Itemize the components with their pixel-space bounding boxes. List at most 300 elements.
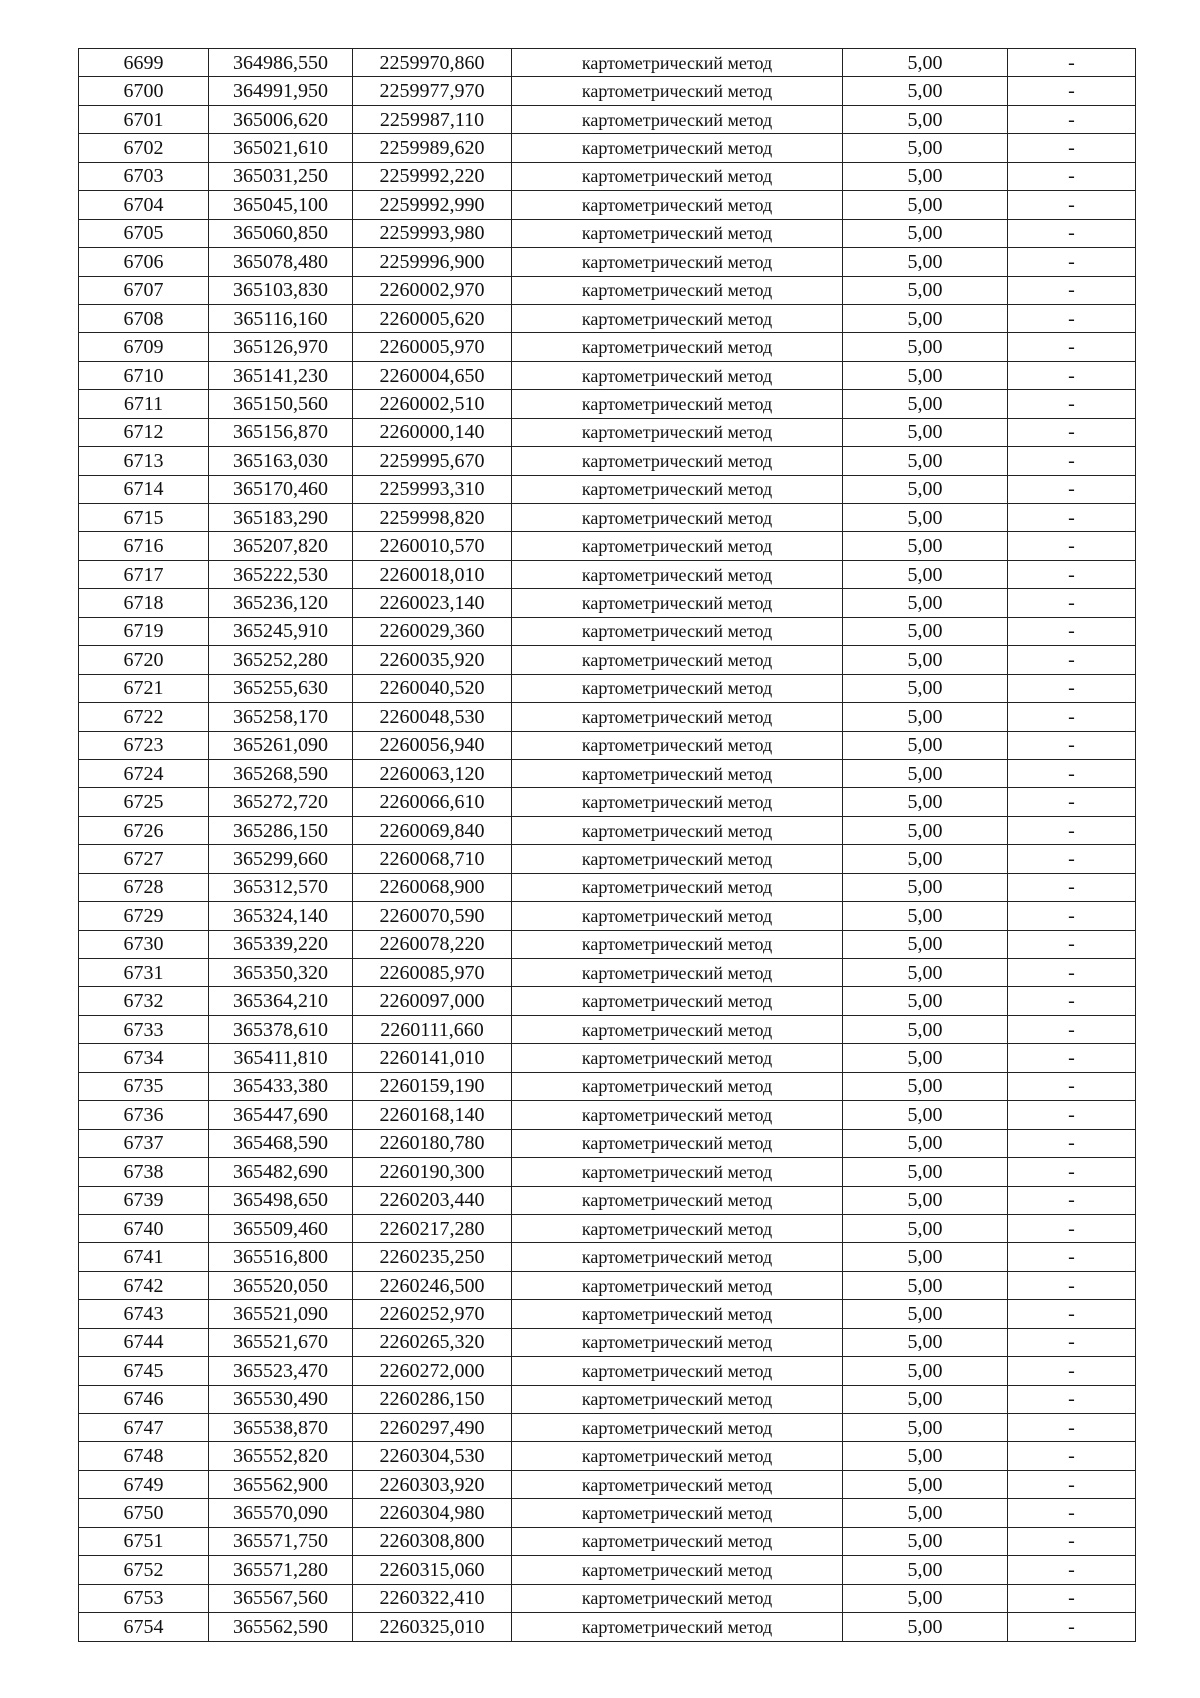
cell-y-coordinate: 2259998,820 — [353, 504, 512, 532]
cell-x-coordinate: 365339,220 — [209, 930, 353, 958]
cell-y-coordinate: 2259987,110 — [353, 105, 512, 133]
cell-point-number: 6728 — [79, 873, 209, 901]
cell-method: картометрический метод — [512, 333, 843, 361]
table-row — [79, 987, 1136, 1015]
cell-method: картометрический метод — [512, 49, 843, 77]
cell-y-coordinate: 2260048,530 — [353, 703, 512, 731]
cell-y-coordinate: 2259977,970 — [353, 77, 512, 105]
cell-y-coordinate: 2260040,520 — [353, 674, 512, 702]
cell-description: - — [1008, 1044, 1136, 1072]
table-row — [79, 589, 1136, 617]
cell-accuracy: 5,00 — [843, 418, 1008, 446]
table-row — [79, 77, 1136, 105]
cell-point-number: 6707 — [79, 276, 209, 304]
cell-accuracy: 5,00 — [843, 1584, 1008, 1612]
table-row — [79, 162, 1136, 190]
cell-y-coordinate: 2259970,860 — [353, 49, 512, 77]
cell-description: - — [1008, 1584, 1136, 1612]
cell-description: - — [1008, 1499, 1136, 1527]
cell-accuracy: 5,00 — [843, 105, 1008, 133]
cell-accuracy: 5,00 — [843, 703, 1008, 731]
table-row — [79, 134, 1136, 162]
table-row — [79, 703, 1136, 731]
cell-accuracy: 5,00 — [843, 1243, 1008, 1271]
cell-method: картометрический метод — [512, 902, 843, 930]
cell-accuracy: 5,00 — [843, 589, 1008, 617]
cell-x-coordinate: 365520,050 — [209, 1271, 353, 1299]
cell-description: - — [1008, 1072, 1136, 1100]
cell-point-number: 6717 — [79, 560, 209, 588]
cell-x-coordinate: 365324,140 — [209, 902, 353, 930]
cell-method: картометрический метод — [512, 1186, 843, 1214]
cell-x-coordinate: 365538,870 — [209, 1414, 353, 1442]
cell-method: картометрический метод — [512, 1357, 843, 1385]
cell-method: картометрический метод — [512, 1015, 843, 1043]
cell-y-coordinate: 2259989,620 — [353, 134, 512, 162]
table-row — [79, 902, 1136, 930]
table-row — [79, 560, 1136, 588]
cell-accuracy: 5,00 — [843, 77, 1008, 105]
table-row — [79, 1129, 1136, 1157]
cell-accuracy: 5,00 — [843, 1385, 1008, 1413]
cell-y-coordinate: 2259993,310 — [353, 475, 512, 503]
cell-method: картометрический метод — [512, 361, 843, 389]
cell-accuracy: 5,00 — [843, 1442, 1008, 1470]
cell-y-coordinate: 2260272,000 — [353, 1357, 512, 1385]
cell-point-number: 6751 — [79, 1527, 209, 1555]
table-row — [79, 1414, 1136, 1442]
cell-accuracy: 5,00 — [843, 1300, 1008, 1328]
cell-point-number: 6725 — [79, 788, 209, 816]
cell-accuracy: 5,00 — [843, 504, 1008, 532]
cell-method: картометрический метод — [512, 873, 843, 901]
table-row — [79, 873, 1136, 901]
table-row — [79, 1470, 1136, 1498]
cell-x-coordinate: 365433,380 — [209, 1072, 353, 1100]
table-row — [79, 1499, 1136, 1527]
cell-x-coordinate: 365299,660 — [209, 845, 353, 873]
table-row — [79, 447, 1136, 475]
cell-x-coordinate: 365207,820 — [209, 532, 353, 560]
table-row — [79, 959, 1136, 987]
cell-description: - — [1008, 845, 1136, 873]
cell-description: - — [1008, 1300, 1136, 1328]
cell-point-number: 6703 — [79, 162, 209, 190]
cell-y-coordinate: 2260018,010 — [353, 560, 512, 588]
cell-x-coordinate: 365163,030 — [209, 447, 353, 475]
cell-accuracy: 5,00 — [843, 1072, 1008, 1100]
cell-x-coordinate: 365571,280 — [209, 1556, 353, 1584]
cell-point-number: 6733 — [79, 1015, 209, 1043]
coordinates-table — [78, 48, 1136, 1642]
cell-description: - — [1008, 333, 1136, 361]
cell-accuracy: 5,00 — [843, 219, 1008, 247]
cell-method: картометрический метод — [512, 560, 843, 588]
cell-y-coordinate: 2260297,490 — [353, 1414, 512, 1442]
cell-description: - — [1008, 390, 1136, 418]
cell-x-coordinate: 365567,560 — [209, 1584, 353, 1612]
cell-accuracy: 5,00 — [843, 1470, 1008, 1498]
cell-y-coordinate: 2260029,360 — [353, 617, 512, 645]
cell-description: - — [1008, 1158, 1136, 1186]
cell-method: картометрический метод — [512, 1442, 843, 1470]
cell-method: картометрический метод — [512, 674, 843, 702]
cell-description: - — [1008, 361, 1136, 389]
cell-y-coordinate: 2260168,140 — [353, 1101, 512, 1129]
cell-accuracy: 5,00 — [843, 191, 1008, 219]
cell-y-coordinate: 2260286,150 — [353, 1385, 512, 1413]
cell-method: картометрический метод — [512, 105, 843, 133]
table-row — [79, 504, 1136, 532]
cell-point-number: 6715 — [79, 504, 209, 532]
cell-description: - — [1008, 1271, 1136, 1299]
cell-point-number: 6745 — [79, 1357, 209, 1385]
cell-y-coordinate: 2260070,590 — [353, 902, 512, 930]
cell-x-coordinate: 365509,460 — [209, 1214, 353, 1242]
cell-description: - — [1008, 418, 1136, 446]
cell-y-coordinate: 2260246,500 — [353, 1271, 512, 1299]
cell-description: - — [1008, 959, 1136, 987]
cell-accuracy: 5,00 — [843, 1129, 1008, 1157]
cell-x-coordinate: 365562,590 — [209, 1613, 353, 1641]
cell-accuracy: 5,00 — [843, 646, 1008, 674]
cell-description: - — [1008, 759, 1136, 787]
cell-x-coordinate: 365521,670 — [209, 1328, 353, 1356]
table-row — [79, 1243, 1136, 1271]
cell-x-coordinate: 365126,970 — [209, 333, 353, 361]
cell-point-number: 6719 — [79, 617, 209, 645]
cell-accuracy: 5,00 — [843, 134, 1008, 162]
cell-y-coordinate: 2260005,620 — [353, 304, 512, 332]
cell-y-coordinate: 2260315,060 — [353, 1556, 512, 1584]
cell-accuracy: 5,00 — [843, 930, 1008, 958]
cell-point-number: 6702 — [79, 134, 209, 162]
cell-description: - — [1008, 447, 1136, 475]
cell-method: картометрический метод — [512, 1072, 843, 1100]
cell-method: картометрический метод — [512, 1584, 843, 1612]
cell-description: - — [1008, 1328, 1136, 1356]
cell-point-number: 6716 — [79, 532, 209, 560]
cell-point-number: 6730 — [79, 930, 209, 958]
cell-x-coordinate: 365258,170 — [209, 703, 353, 731]
cell-x-coordinate: 365031,250 — [209, 162, 353, 190]
cell-point-number: 6718 — [79, 589, 209, 617]
cell-y-coordinate: 2260265,320 — [353, 1328, 512, 1356]
cell-description: - — [1008, 504, 1136, 532]
table-row — [79, 674, 1136, 702]
cell-description: - — [1008, 475, 1136, 503]
cell-x-coordinate: 365378,610 — [209, 1015, 353, 1043]
cell-accuracy: 5,00 — [843, 390, 1008, 418]
cell-method: картометрический метод — [512, 304, 843, 332]
cell-accuracy: 5,00 — [843, 617, 1008, 645]
cell-description: - — [1008, 1470, 1136, 1498]
cell-method: картометрический метод — [512, 276, 843, 304]
cell-point-number: 6747 — [79, 1414, 209, 1442]
table-row — [79, 361, 1136, 389]
cell-description: - — [1008, 873, 1136, 901]
cell-x-coordinate: 365141,230 — [209, 361, 353, 389]
cell-point-number: 6720 — [79, 646, 209, 674]
cell-y-coordinate: 2260004,650 — [353, 361, 512, 389]
cell-point-number: 6754 — [79, 1613, 209, 1641]
cell-description: - — [1008, 1385, 1136, 1413]
table-row — [79, 1527, 1136, 1555]
cell-x-coordinate: 365411,810 — [209, 1044, 353, 1072]
cell-method: картометрический метод — [512, 248, 843, 276]
cell-y-coordinate: 2259995,670 — [353, 447, 512, 475]
cell-description: - — [1008, 1414, 1136, 1442]
cell-method: картометрический метод — [512, 1243, 843, 1271]
cell-accuracy: 5,00 — [843, 532, 1008, 560]
cell-x-coordinate: 365364,210 — [209, 987, 353, 1015]
cell-x-coordinate: 365570,090 — [209, 1499, 353, 1527]
table-row — [79, 1385, 1136, 1413]
cell-accuracy: 5,00 — [843, 1271, 1008, 1299]
cell-y-coordinate: 2260069,840 — [353, 816, 512, 844]
table-row — [79, 930, 1136, 958]
cell-accuracy: 5,00 — [843, 447, 1008, 475]
cell-x-coordinate: 365312,570 — [209, 873, 353, 901]
cell-x-coordinate: 365078,480 — [209, 248, 353, 276]
cell-point-number: 6734 — [79, 1044, 209, 1072]
cell-x-coordinate: 365498,650 — [209, 1186, 353, 1214]
cell-x-coordinate: 365170,460 — [209, 475, 353, 503]
cell-point-number: 6727 — [79, 845, 209, 873]
cell-y-coordinate: 2260159,190 — [353, 1072, 512, 1100]
table-row — [79, 1158, 1136, 1186]
cell-method: картометрический метод — [512, 532, 843, 560]
cell-description: - — [1008, 816, 1136, 844]
cell-point-number: 6752 — [79, 1556, 209, 1584]
cell-description: - — [1008, 1214, 1136, 1242]
cell-method: картометрический метод — [512, 134, 843, 162]
cell-y-coordinate: 2260303,920 — [353, 1470, 512, 1498]
cell-y-coordinate: 2259993,980 — [353, 219, 512, 247]
cell-accuracy: 5,00 — [843, 674, 1008, 702]
cell-method: картометрический метод — [512, 390, 843, 418]
table-row — [79, 845, 1136, 873]
table-row — [79, 731, 1136, 759]
table-row — [79, 248, 1136, 276]
table-row — [79, 1584, 1136, 1612]
table-row — [79, 1271, 1136, 1299]
cell-y-coordinate: 2260068,900 — [353, 873, 512, 901]
cell-point-number: 6748 — [79, 1442, 209, 1470]
table-row — [79, 1328, 1136, 1356]
table-row — [79, 788, 1136, 816]
table-row — [79, 1072, 1136, 1100]
cell-point-number: 6712 — [79, 418, 209, 446]
cell-point-number: 6746 — [79, 1385, 209, 1413]
cell-point-number: 6744 — [79, 1328, 209, 1356]
cell-y-coordinate: 2260304,530 — [353, 1442, 512, 1470]
cell-method: картометрический метод — [512, 646, 843, 674]
table-row — [79, 191, 1136, 219]
cell-x-coordinate: 365286,150 — [209, 816, 353, 844]
table-row — [79, 1214, 1136, 1242]
cell-accuracy: 5,00 — [843, 902, 1008, 930]
cell-y-coordinate: 2260141,010 — [353, 1044, 512, 1072]
cell-description: - — [1008, 191, 1136, 219]
cell-accuracy: 5,00 — [843, 1214, 1008, 1242]
table-row — [79, 1044, 1136, 1072]
cell-x-coordinate: 365103,830 — [209, 276, 353, 304]
cell-description: - — [1008, 560, 1136, 588]
cell-description: - — [1008, 930, 1136, 958]
cell-point-number: 6700 — [79, 77, 209, 105]
cell-point-number: 6714 — [79, 475, 209, 503]
cell-x-coordinate: 365060,850 — [209, 219, 353, 247]
cell-x-coordinate: 365261,090 — [209, 731, 353, 759]
cell-method: картометрический метод — [512, 162, 843, 190]
cell-description: - — [1008, 987, 1136, 1015]
cell-point-number: 6710 — [79, 361, 209, 389]
cell-point-number: 6743 — [79, 1300, 209, 1328]
cell-point-number: 6736 — [79, 1101, 209, 1129]
cell-method: картометрический метод — [512, 731, 843, 759]
cell-method: картометрический метод — [512, 504, 843, 532]
cell-y-coordinate: 2259992,990 — [353, 191, 512, 219]
cell-x-coordinate: 365516,800 — [209, 1243, 353, 1271]
cell-method: картометрический метод — [512, 1328, 843, 1356]
cell-x-coordinate: 365150,560 — [209, 390, 353, 418]
cell-accuracy: 5,00 — [843, 1556, 1008, 1584]
cell-point-number: 6701 — [79, 105, 209, 133]
cell-point-number: 6732 — [79, 987, 209, 1015]
cell-accuracy: 5,00 — [843, 788, 1008, 816]
cell-method: картометрический метод — [512, 959, 843, 987]
cell-y-coordinate: 2260190,300 — [353, 1158, 512, 1186]
table-row — [79, 816, 1136, 844]
cell-x-coordinate: 365236,120 — [209, 589, 353, 617]
cell-method: картометрический метод — [512, 1129, 843, 1157]
cell-y-coordinate: 2260056,940 — [353, 731, 512, 759]
cell-y-coordinate: 2260111,660 — [353, 1015, 512, 1043]
cell-y-coordinate: 2260304,980 — [353, 1499, 512, 1527]
cell-method: картометрический метод — [512, 703, 843, 731]
cell-accuracy: 5,00 — [843, 49, 1008, 77]
cell-accuracy: 5,00 — [843, 276, 1008, 304]
cell-description: - — [1008, 788, 1136, 816]
table-row — [79, 418, 1136, 446]
table-row — [79, 1556, 1136, 1584]
cell-x-coordinate: 365268,590 — [209, 759, 353, 787]
cell-x-coordinate: 365222,530 — [209, 560, 353, 588]
cell-y-coordinate: 2260078,220 — [353, 930, 512, 958]
cell-x-coordinate: 365272,720 — [209, 788, 353, 816]
cell-method: картометрический метод — [512, 418, 843, 446]
table-row — [79, 617, 1136, 645]
cell-y-coordinate: 2260322,410 — [353, 1584, 512, 1612]
coordinates-table-body — [79, 49, 1136, 1642]
cell-method: картометрический метод — [512, 617, 843, 645]
cell-accuracy: 5,00 — [843, 1499, 1008, 1527]
cell-point-number: 6749 — [79, 1470, 209, 1498]
cell-method: картометрический метод — [512, 816, 843, 844]
cell-accuracy: 5,00 — [843, 1328, 1008, 1356]
cell-method: картометрический метод — [512, 987, 843, 1015]
cell-accuracy: 5,00 — [843, 816, 1008, 844]
cell-accuracy: 5,00 — [843, 1158, 1008, 1186]
table-row — [79, 219, 1136, 247]
cell-point-number: 6706 — [79, 248, 209, 276]
cell-method: картометрический метод — [512, 1613, 843, 1641]
cell-method: картометрический метод — [512, 219, 843, 247]
cell-description: - — [1008, 105, 1136, 133]
cell-point-number: 6711 — [79, 390, 209, 418]
cell-description: - — [1008, 532, 1136, 560]
cell-x-coordinate: 365562,900 — [209, 1470, 353, 1498]
table-row — [79, 1357, 1136, 1385]
cell-method: картометрический метод — [512, 1414, 843, 1442]
cell-x-coordinate: 365245,910 — [209, 617, 353, 645]
cell-description: - — [1008, 617, 1136, 645]
cell-y-coordinate: 2260325,010 — [353, 1613, 512, 1641]
cell-accuracy: 5,00 — [843, 162, 1008, 190]
cell-method: картометрический метод — [512, 77, 843, 105]
cell-description: - — [1008, 134, 1136, 162]
cell-method: картометрический метод — [512, 475, 843, 503]
cell-accuracy: 5,00 — [843, 731, 1008, 759]
cell-accuracy: 5,00 — [843, 1101, 1008, 1129]
cell-y-coordinate: 2260085,970 — [353, 959, 512, 987]
cell-accuracy: 5,00 — [843, 959, 1008, 987]
cell-method: картометрический метод — [512, 930, 843, 958]
cell-x-coordinate: 365523,470 — [209, 1357, 353, 1385]
cell-method: картометрический метод — [512, 1527, 843, 1555]
cell-method: картометрический метод — [512, 1101, 843, 1129]
cell-point-number: 6705 — [79, 219, 209, 247]
table-row — [79, 49, 1136, 77]
cell-accuracy: 5,00 — [843, 475, 1008, 503]
cell-x-coordinate: 365468,590 — [209, 1129, 353, 1157]
cell-accuracy: 5,00 — [843, 873, 1008, 901]
table-row — [79, 759, 1136, 787]
cell-accuracy: 5,00 — [843, 1613, 1008, 1641]
cell-description: - — [1008, 77, 1136, 105]
cell-accuracy: 5,00 — [843, 560, 1008, 588]
cell-accuracy: 5,00 — [843, 1015, 1008, 1043]
table-row — [79, 646, 1136, 674]
cell-y-coordinate: 2260000,140 — [353, 418, 512, 446]
cell-x-coordinate: 365045,100 — [209, 191, 353, 219]
cell-y-coordinate: 2260235,250 — [353, 1243, 512, 1271]
cell-x-coordinate: 365006,620 — [209, 105, 353, 133]
cell-x-coordinate: 365255,630 — [209, 674, 353, 702]
cell-x-coordinate: 365447,690 — [209, 1101, 353, 1129]
table-row — [79, 1186, 1136, 1214]
cell-accuracy: 5,00 — [843, 1414, 1008, 1442]
cell-accuracy: 5,00 — [843, 361, 1008, 389]
cell-description: - — [1008, 1613, 1136, 1641]
cell-description: - — [1008, 1243, 1136, 1271]
cell-y-coordinate: 2260068,710 — [353, 845, 512, 873]
cell-accuracy: 5,00 — [843, 759, 1008, 787]
cell-description: - — [1008, 1129, 1136, 1157]
cell-accuracy: 5,00 — [843, 304, 1008, 332]
cell-description: - — [1008, 1101, 1136, 1129]
cell-point-number: 6713 — [79, 447, 209, 475]
cell-point-number: 6739 — [79, 1186, 209, 1214]
cell-method: картометрический метод — [512, 1271, 843, 1299]
cell-y-coordinate: 2260010,570 — [353, 532, 512, 560]
cell-point-number: 6741 — [79, 1243, 209, 1271]
table-row — [79, 1101, 1136, 1129]
cell-point-number: 6722 — [79, 703, 209, 731]
cell-x-coordinate: 365571,750 — [209, 1527, 353, 1555]
cell-description: - — [1008, 1186, 1136, 1214]
